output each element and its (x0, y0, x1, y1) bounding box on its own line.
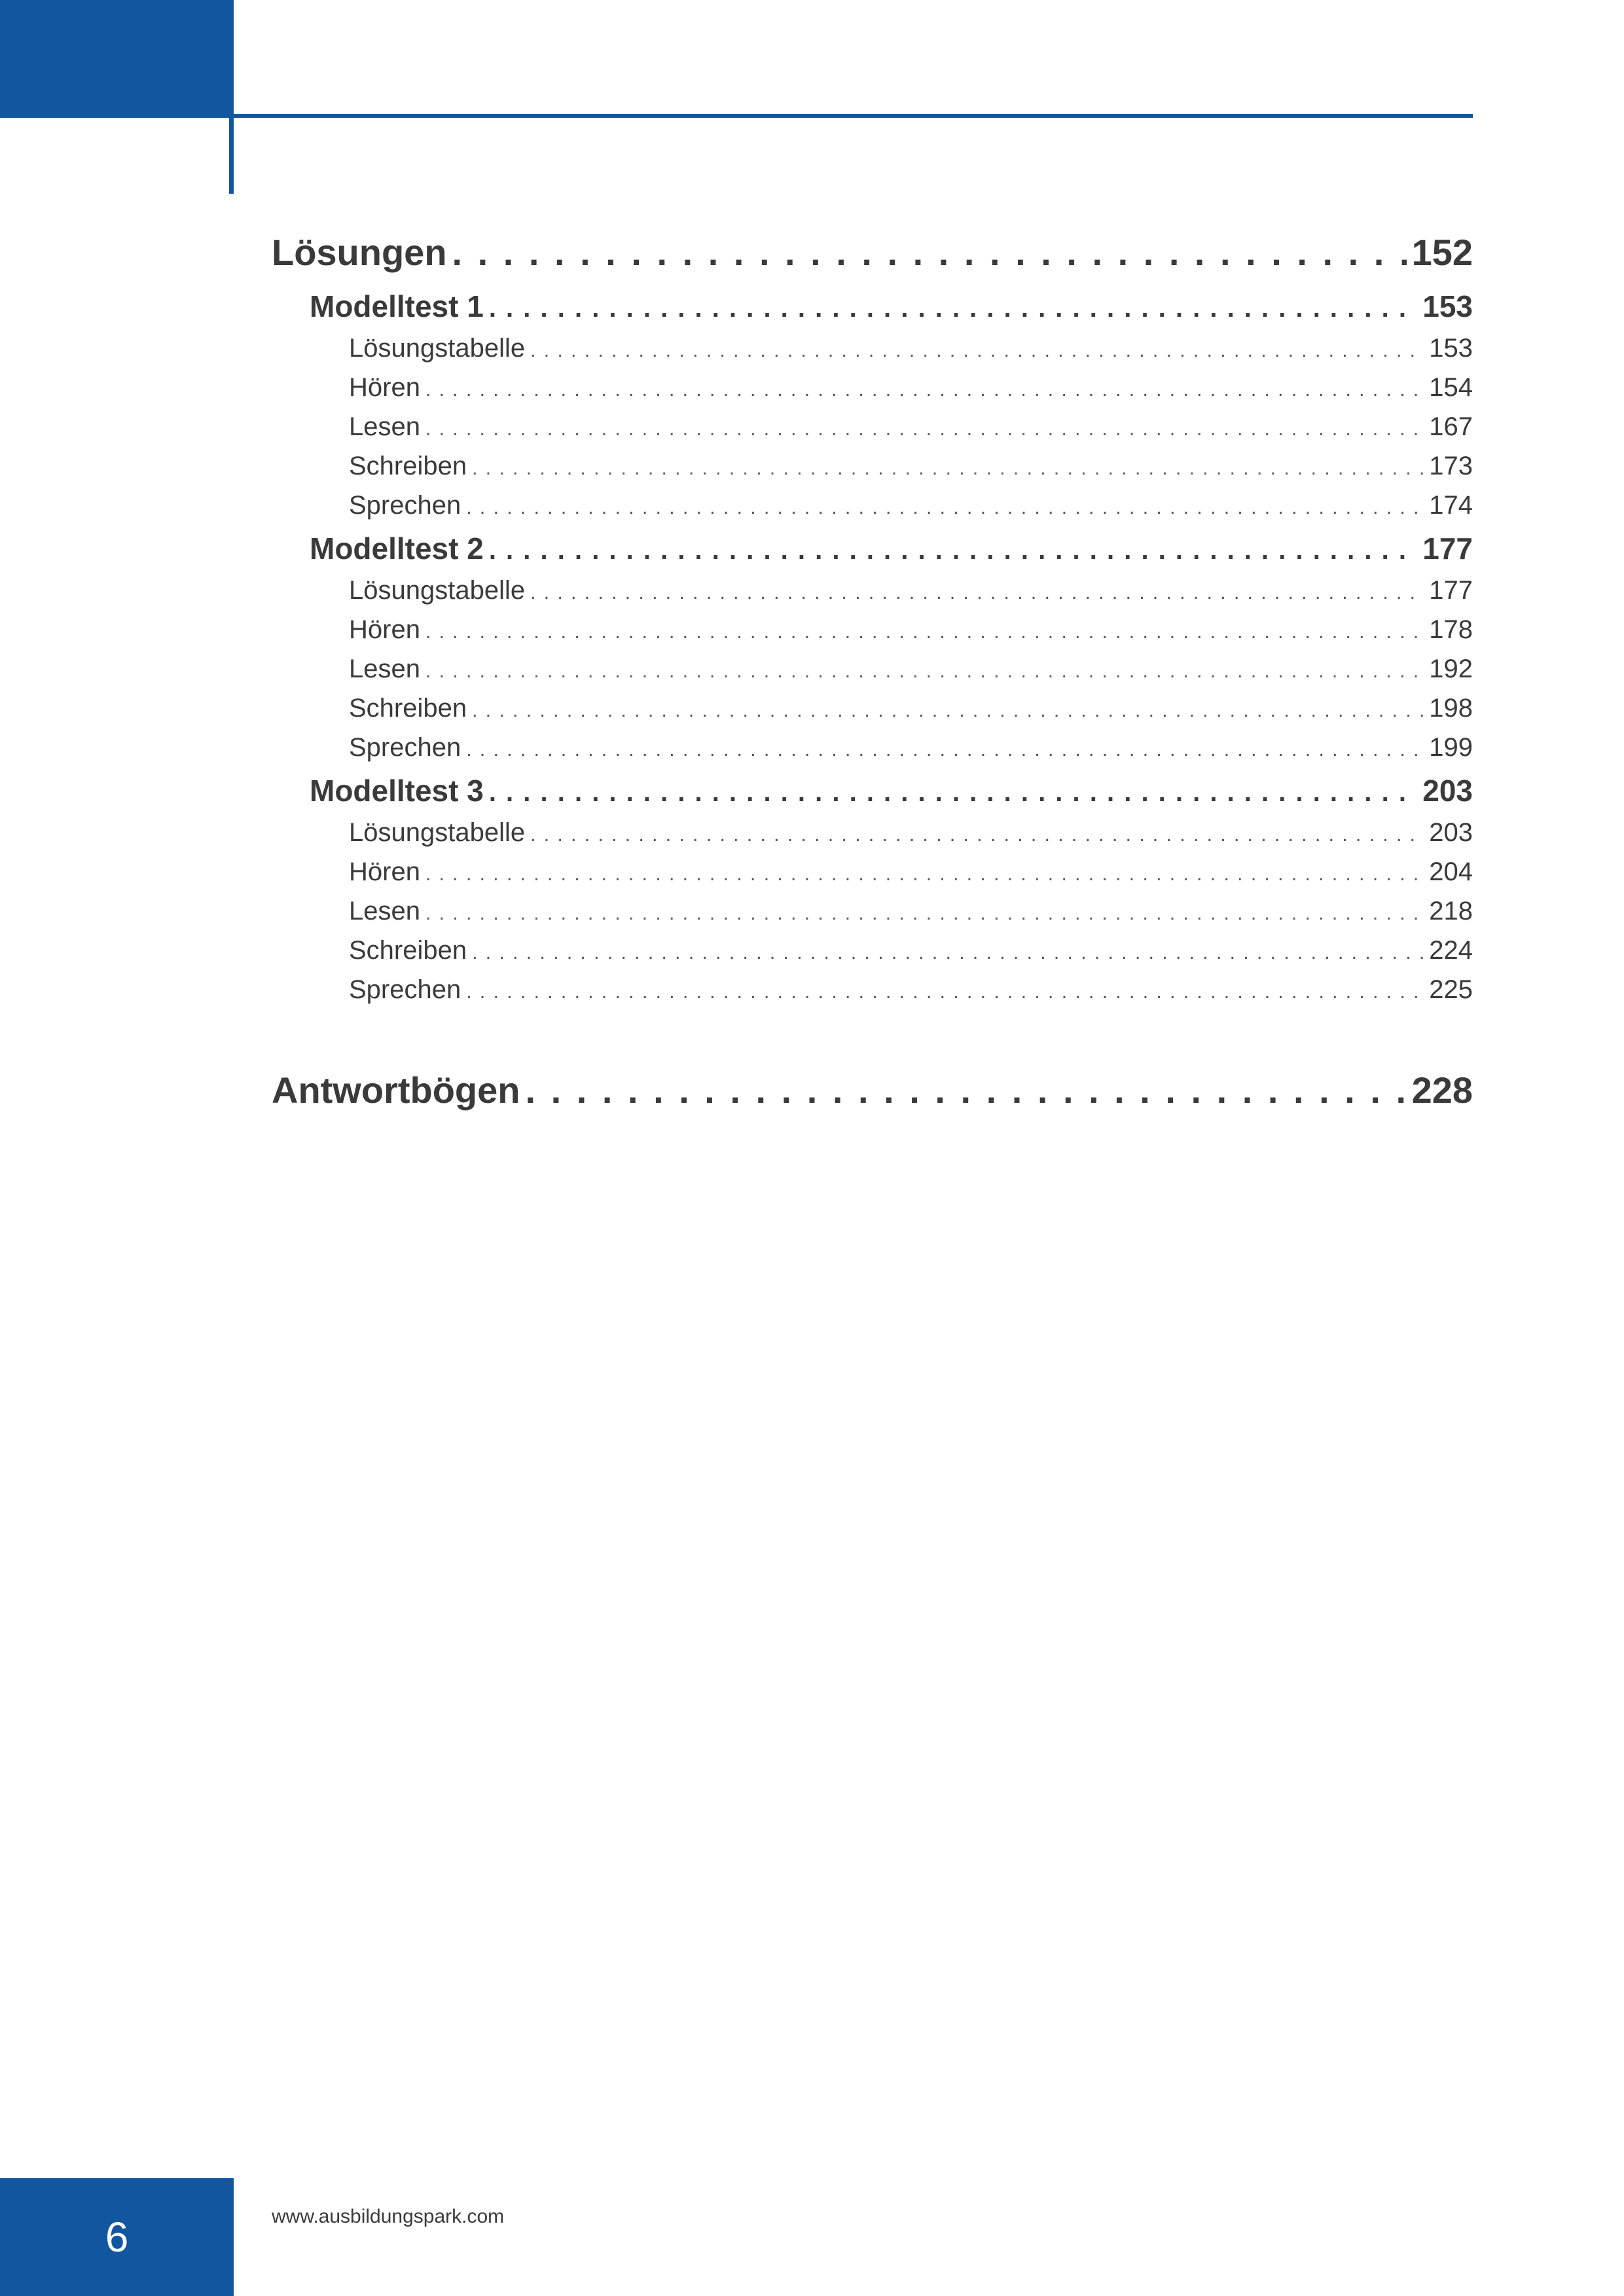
header-corner-block (0, 0, 234, 118)
toc-entry-modelltest-2-sprechen[interactable] (272, 728, 1473, 767)
toc-entry-modelltest-3-schreiben[interactable] (272, 931, 1473, 970)
dot-leader (425, 370, 1424, 407)
dot-leader (425, 652, 1424, 689)
toc-entry-title: Antwortbögen (272, 1069, 520, 1111)
section-spacer (272, 1009, 1473, 1060)
toc-entry-modelltest-2[interactable] (272, 526, 1473, 571)
toc-entry-page: 225 (1429, 975, 1473, 1004)
toc-entry-modelltest-3[interactable] (272, 768, 1473, 813)
toc-entry-title: Modelltest 2 (310, 531, 484, 565)
toc-entry-modelltest-2-schreiben[interactable] (272, 689, 1473, 728)
toc-entry-modelltest-3-loesungstabelle[interactable] (272, 813, 1473, 852)
toc-entry-modelltest-2-hoeren[interactable] (272, 610, 1473, 649)
toc-entry-page: 203 (1429, 818, 1473, 847)
footer-website: www.ausbildungspark.com (272, 2206, 505, 2227)
page-number-block (0, 2178, 234, 2296)
table-of-contents (272, 223, 1473, 1121)
dot-leader (472, 691, 1424, 728)
dot-leader (425, 894, 1424, 931)
toc-entry-page: 224 (1429, 936, 1473, 965)
toc-entry-modelltest-2-loesungstabelle[interactable] (272, 571, 1473, 610)
toc-entry-title: Lösungstabelle (349, 576, 526, 605)
dot-leader (489, 770, 1417, 813)
toc-entry-title: Lösungstabelle (349, 334, 526, 363)
toc-entry-page: 218 (1429, 897, 1473, 925)
dot-leader (452, 223, 1407, 283)
header-rule-horizontal (229, 114, 1473, 118)
dot-leader (472, 449, 1424, 486)
toc-entry-title: Sprechen (349, 491, 461, 520)
dot-leader (530, 573, 1424, 610)
dot-leader (489, 286, 1417, 329)
dot-leader (530, 816, 1424, 852)
toc-entry-page: 203 (1422, 774, 1473, 808)
toc-entry-page: 198 (1429, 694, 1473, 723)
dot-leader (425, 855, 1424, 891)
toc-entry-page: 154 (1429, 373, 1473, 402)
toc-entry-title: Sprechen (349, 733, 461, 762)
toc-entry-loesungen[interactable] (272, 223, 1473, 283)
toc-entry-modelltest-3-sprechen[interactable] (272, 970, 1473, 1009)
toc-entry-title: Lesen (349, 412, 420, 441)
toc-entry-page: 153 (1422, 289, 1473, 323)
toc-entry-page: 178 (1429, 615, 1473, 644)
toc-entry-modelltest-3-lesen[interactable] (272, 891, 1473, 931)
toc-entry-modelltest-1-loesungstabelle[interactable] (272, 329, 1473, 368)
toc-entry-modelltest-1-lesen[interactable] (272, 407, 1473, 446)
toc-entry-modelltest-3-hoeren[interactable] (272, 852, 1473, 891)
toc-entry-page: 177 (1429, 576, 1473, 605)
toc-entry-title: Sprechen (349, 975, 461, 1004)
toc-entry-modelltest-1[interactable] (272, 284, 1473, 329)
toc-entry-title: Schreiben (349, 936, 467, 965)
toc-entry-page: 228 (1411, 1069, 1473, 1111)
dot-leader (425, 410, 1424, 446)
toc-entry-modelltest-1-schreiben[interactable] (272, 446, 1473, 486)
dot-leader (530, 331, 1424, 368)
toc-entry-page: 192 (1429, 655, 1473, 683)
toc-entry-page: 152 (1411, 232, 1473, 273)
toc-entry-page: 199 (1429, 733, 1473, 762)
toc-entry-page: 153 (1429, 334, 1473, 363)
dot-leader (525, 1060, 1406, 1121)
toc-entry-title: Hören (349, 373, 420, 402)
toc-entry-page: 204 (1429, 857, 1473, 886)
page-number: 6 (105, 2214, 129, 2261)
toc-entry-title: Hören (349, 615, 420, 644)
toc-entry-title: Modelltest 3 (310, 774, 484, 808)
toc-entry-page: 167 (1429, 412, 1473, 441)
toc-entry-page: 177 (1422, 531, 1473, 565)
toc-entry-title: Lösungen (272, 232, 447, 273)
toc-entry-modelltest-2-lesen[interactable] (272, 649, 1473, 689)
toc-entry-title: Lesen (349, 655, 420, 683)
toc-entry-modelltest-1-hoeren[interactable] (272, 368, 1473, 407)
dot-leader (489, 528, 1417, 571)
dot-leader (472, 933, 1424, 970)
dot-leader (466, 488, 1424, 525)
dot-leader (466, 730, 1424, 767)
toc-entry-title: Hören (349, 857, 420, 886)
toc-entry-title: Schreiben (349, 452, 467, 480)
toc-entry-title: Lösungstabelle (349, 818, 526, 847)
dot-leader (466, 973, 1424, 1009)
toc-entry-modelltest-1-sprechen[interactable] (272, 486, 1473, 525)
toc-entry-title: Schreiben (349, 694, 467, 723)
toc-entry-page: 173 (1429, 452, 1473, 480)
toc-entry-page: 174 (1429, 491, 1473, 520)
toc-entry-antwortboegen[interactable] (272, 1060, 1473, 1121)
toc-entry-title: Modelltest 1 (310, 289, 484, 323)
toc-entry-title: Lesen (349, 897, 420, 925)
header-rule-vertical (229, 114, 234, 194)
dot-leader (425, 613, 1424, 649)
